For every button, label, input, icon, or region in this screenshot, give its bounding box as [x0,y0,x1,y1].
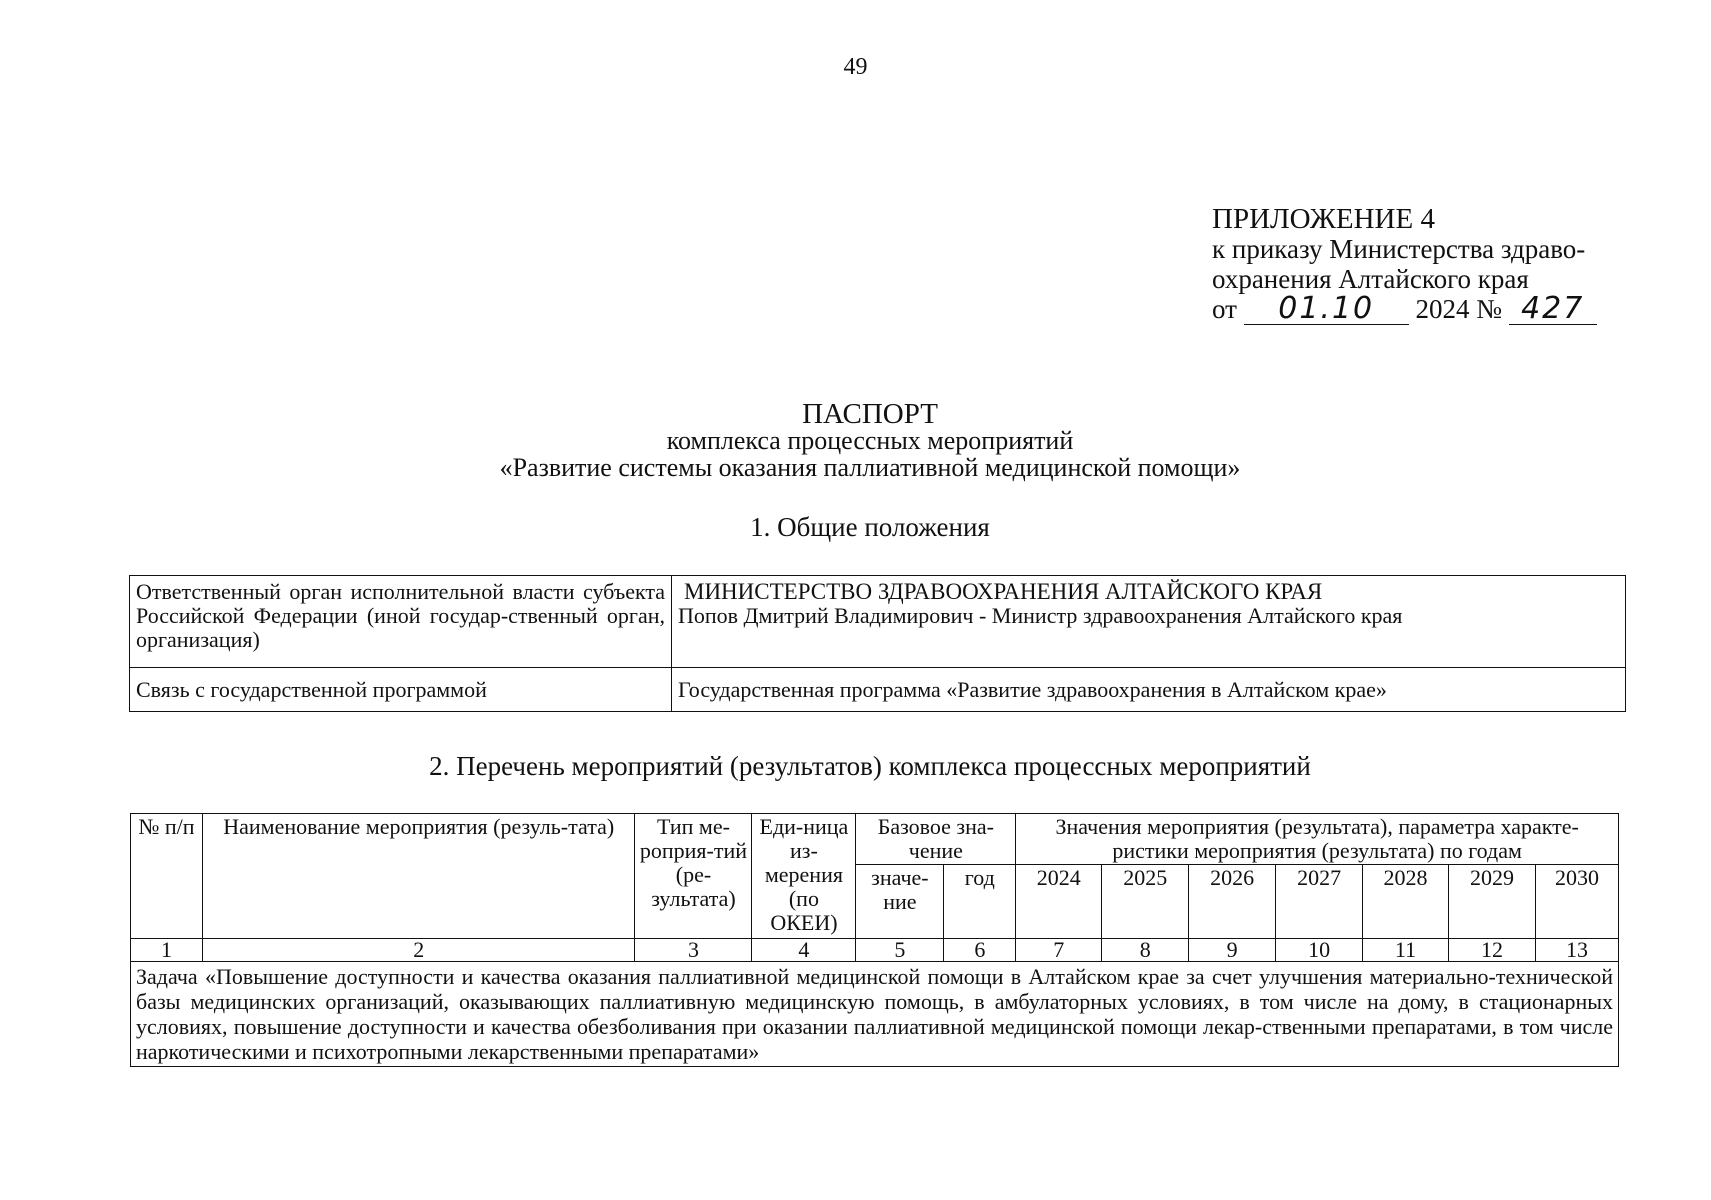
minister-name: Попов Дмитрий Владимирович - Министр здравоохранения Алтайского края [678,603,1403,628]
program-link-value: Государственная программа «Развитие здравоохранения в Алтайском крае» [672,668,1626,712]
task-text: Задача «Повышение доступности и качества оказания паллиативной медицинской помощи в Алтайском крае за счет улучшения материально-технической базы медицинских организаций, оказывающих паллиативную медицинскую помощь, в амбулаторных условиях, в том числе на дому, в стационарных условиях, повышение доступности и качества обезболивания при оказании паллиативной медицинской помощи лекар-ственными препаратами, в том числе наркотическими и психотропными лекарственными препаратами» [131,962,1619,1067]
column-number: 4 [752,939,856,962]
header-year: 2030 [1535,865,1618,939]
column-number: 7 [1016,939,1102,962]
header-unit: Еди-ница из-мерения (по ОКЕИ) [752,814,856,939]
general-provisions-table [129,575,1626,712]
header-year: 2024 [1016,865,1102,939]
appendix-title: ПРИЛОЖЕНИЕ 4 [1212,203,1435,235]
column-number: 5 [856,939,944,962]
column-number: 8 [1102,939,1189,962]
column-number: 10 [1276,939,1363,962]
header-row [131,814,1619,865]
passport-subtitle-1: комплекса процессных мероприятий [666,426,1074,455]
header-year: 2027 [1276,865,1363,939]
column-number: 11 [1363,939,1449,962]
handwritten-date: 01.10 [1244,294,1409,325]
section-1-title: 1. Общие положения [750,512,990,542]
header-base-value: значе-ние [856,865,944,939]
order-date-line [1212,291,1692,326]
task-row [131,962,1619,1067]
passport-subtitle [0,427,1711,481]
appendix-line-2: охранения Алтайского края [1212,264,1529,294]
responsible-body-value [672,576,1626,668]
table-row [130,576,1626,668]
column-number: 2 [202,939,635,962]
appendix-block [1212,204,1692,325]
responsible-body-label: Ответственный орган исполнительной власти субъекта Российской Федерации (иной государ-ственный орган, организация) [130,576,672,668]
column-number: 13 [1535,939,1618,962]
header-year: 2025 [1102,865,1189,939]
header-base: Базовое зна-чение [856,814,1016,865]
table-row [130,668,1626,712]
header-type: Тип ме-роприя-тий (ре-зультата) [635,814,752,939]
header-name: Наименование мероприятия (резуль-тата) [202,814,635,939]
column-number: 3 [635,939,752,962]
order-year-label: 2024 № [1415,294,1502,324]
column-numbers-row [131,939,1619,962]
header-num: № п/п [131,814,203,939]
column-number: 6 [944,939,1016,962]
section-2-title: 2. Перечень мероприятий (результатов) комплекса процессных мероприятий [429,751,1311,781]
order-from-label: от [1212,294,1237,324]
header-base-year: год [944,865,1016,939]
passport-subtitle-2: «Развитие системы оказания паллиативной медицинской помощи» [499,453,1241,482]
column-number: 12 [1448,939,1535,962]
program-link-label: Связь с государственной программой [130,668,672,712]
header-values: Значения мероприятия (результата), параметра характе-ристики мероприятия (результата) по годам [1016,814,1619,865]
ministry-name: МИНИСТЕРСТВО ЗДРАВООХРАНЕНИЯ АЛТАЙСКОГО КРАЯ [684,579,1323,604]
page-number: 49 [843,54,868,80]
header-year: 2029 [1448,865,1535,939]
appendix-line-1: к приказу Министерства здраво- [1212,234,1586,264]
header-year: 2028 [1363,865,1449,939]
column-number: 1 [131,939,203,962]
passport-title: ПАСПОРТ [802,398,938,430]
handwritten-number: 427 [1509,294,1597,325]
column-number: 9 [1189,939,1276,962]
events-table [130,813,1619,1067]
header-year: 2026 [1189,865,1276,939]
